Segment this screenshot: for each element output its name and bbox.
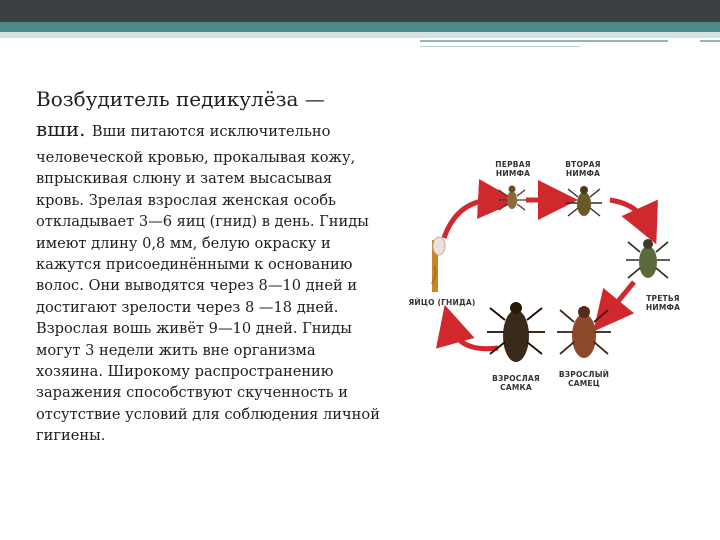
title-line: Возбудитель педикулёза — (36, 87, 325, 111)
label-third-nymph: ТРЕТЬЯ НИМФА (645, 294, 681, 312)
decorative-rule (420, 46, 580, 47)
adult-female-icon (487, 302, 545, 362)
third-nymph-icon (626, 239, 670, 278)
cycle-arrow (450, 324, 498, 349)
label-second-nymph: ВТОРАЯ НИМФА (565, 160, 601, 178)
egg-nit-icon (432, 237, 445, 292)
header-bar-light (0, 32, 720, 38)
cycle-arrow (610, 200, 648, 226)
label-egg: ЯЙЦО (ГНИДА) (408, 298, 476, 307)
cycle-arrow (606, 282, 634, 316)
first-nymph-icon (498, 186, 526, 211)
decorative-rule (420, 40, 668, 42)
cycle-arrow (444, 200, 498, 238)
title-word: вши. (36, 117, 86, 141)
slide-title (36, 84, 384, 147)
adult-male-icon (557, 306, 611, 358)
header-bar-dark (0, 0, 720, 22)
slide-text (36, 84, 384, 447)
label-adult-male: ВЗРОСЛЫЙ САМЕЦ (558, 370, 610, 388)
second-nymph-icon (566, 186, 602, 216)
label-first-nymph: ПЕРВАЯ НИМФА (495, 160, 531, 178)
header-bar-teal (0, 22, 720, 32)
lice-life-cycle-diagram (398, 148, 698, 408)
life-cycle-graphic (398, 148, 698, 408)
decorative-rule (700, 40, 720, 42)
body-first-line: Вши питаются исключительно (91, 123, 331, 140)
body-paragraph: человеческой кровью, прокалывая кожу, впрыскивая слюну и затем высасывая кровь. Зрелая взрослая женская особь откладывает 3—6 яиц (гнид) в день. Гниды имеют длину 0,8 мм, белую окраску и кажутся присоединёнными к основанию волос. Они выводятся через 8—10 дней и достигают зрелости через 8 —18 дней. Взрослая вошь живёт 9—10 дней. Гниды могут 3 недели жить вне организма хозяина. Широкому распространению заражения способствуют скученность и отсутствие условий для соблюдения личной гигиены. (36, 149, 380, 445)
label-adult-female: ВЗРОСЛАЯ САМКА (492, 374, 540, 392)
